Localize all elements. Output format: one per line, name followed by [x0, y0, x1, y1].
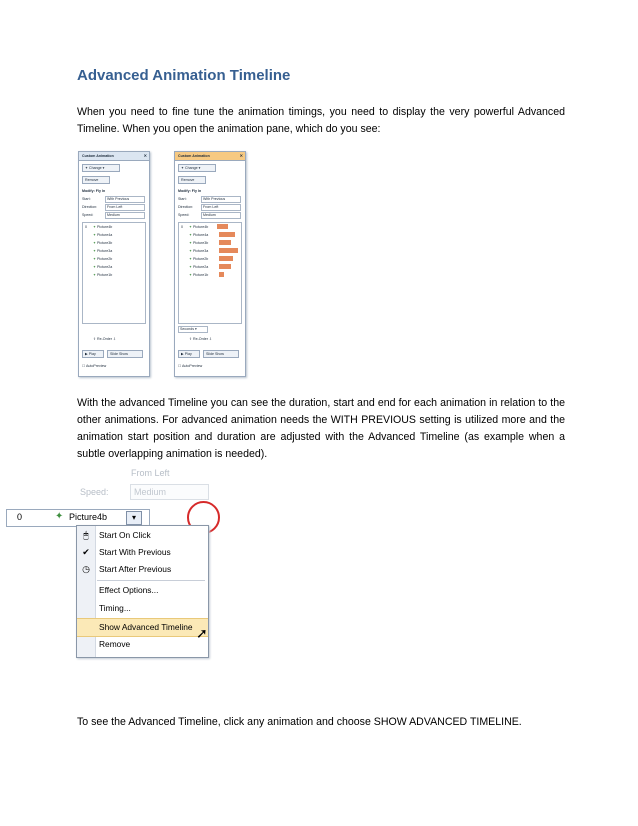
- instruction-paragraph: To see the Advanced Timeline, click any animation and choose SHOW ADVANCED TIMELINE.: [77, 716, 522, 728]
- faded-direction-value: From Left: [131, 468, 170, 478]
- star-effect-icon: ✦: [189, 233, 193, 237]
- list-item[interactable]: [189, 264, 208, 270]
- timeline-bar[interactable]: [217, 224, 228, 229]
- start-label: Start:: [178, 197, 187, 201]
- speed-value: Medium: [203, 213, 216, 217]
- start-select[interactable]: [105, 196, 145, 203]
- list-item-label: Picture3b: [193, 241, 209, 245]
- change-button[interactable]: ✦ Change ▾: [178, 164, 216, 172]
- remove-label: Remove: [85, 178, 99, 182]
- list-item-label: Picture4b: [97, 225, 113, 229]
- list-item-label: Picture2b: [97, 257, 113, 261]
- change-label: Change: [89, 166, 102, 170]
- autopreview-label: AutoPreview: [182, 364, 203, 368]
- modify-label: Modify: Fly In: [82, 189, 106, 193]
- timeline-bar[interactable]: [219, 264, 231, 269]
- play-icon: ▶: [181, 352, 184, 356]
- list-item-label: Picture3a: [97, 249, 113, 253]
- pane-title: Custom Animation: [82, 154, 114, 158]
- explanation-paragraph: With the advanced Timeline you can see the duration, start and end for each animation in relation to the other animations. For advanced animation needs the WITH PREVIOUS setting is utilized more and the animation start position and duration are adjusted with the Advanced Timeline (as example when a subtle overlapping animation is needed).: [77, 397, 565, 460]
- speed-select[interactable]: [201, 212, 241, 219]
- play-button[interactable]: [178, 350, 200, 358]
- list-item[interactable]: [189, 248, 208, 254]
- direction-select[interactable]: [201, 204, 241, 211]
- star-effect-icon: ✦: [85, 166, 89, 170]
- page-title: Advanced Animation Timeline: [77, 67, 291, 84]
- clock-icon: ◷: [82, 564, 90, 574]
- play-label: Play: [184, 352, 192, 356]
- dropdown-arrow-icon[interactable]: ▾: [126, 511, 142, 525]
- animation-context-menu: [76, 525, 209, 658]
- star-effect-icon: ✦: [55, 511, 64, 522]
- menu-item-start-on-click[interactable]: Start On Click: [99, 530, 151, 540]
- start-value: With Previous: [203, 197, 226, 201]
- list-item[interactable]: [93, 224, 112, 230]
- row-item-label: Picture4b: [69, 512, 108, 522]
- play-label: Play: [88, 352, 96, 356]
- start-label: Start:: [82, 197, 91, 201]
- list-item[interactable]: [93, 272, 112, 278]
- remove-button[interactable]: [178, 176, 206, 184]
- menu-item-show-advanced-timeline[interactable]: Show Advanced Timeline: [77, 618, 208, 637]
- speed-select[interactable]: [105, 212, 145, 219]
- remove-button[interactable]: [82, 176, 110, 184]
- star-effect-icon: ✦: [189, 257, 193, 261]
- menu-item-remove[interactable]: Remove: [99, 639, 131, 649]
- star-effect-icon: ✦: [93, 241, 97, 245]
- star-effect-icon: ✦: [93, 249, 97, 253]
- list-index: 0: [85, 225, 87, 229]
- star-effect-icon: ✦: [189, 241, 193, 245]
- list-item-label: Picture4a: [193, 233, 209, 237]
- list-item[interactable]: [189, 232, 208, 238]
- list-index: 0: [181, 225, 183, 229]
- direction-label: Direction:: [178, 205, 194, 209]
- timeline-bar[interactable]: [219, 232, 235, 237]
- timeline-bar[interactable]: [219, 272, 224, 277]
- star-effect-icon: ✦: [93, 225, 97, 229]
- star-effect-icon: ✦: [93, 257, 97, 261]
- menu-item-start-with-previous[interactable]: Start With Previous: [99, 547, 171, 557]
- list-item-label: Picture2a: [193, 265, 209, 269]
- list-item[interactable]: [189, 272, 208, 278]
- star-effect-icon: ✦: [189, 273, 193, 277]
- modify-label: Modify: Fly In: [178, 189, 202, 193]
- menu-separator: [97, 580, 205, 581]
- list-item[interactable]: [189, 240, 208, 246]
- start-select[interactable]: [201, 196, 241, 203]
- direction-select[interactable]: [105, 204, 145, 211]
- list-item[interactable]: [93, 256, 112, 262]
- list-item-label: Picture1b: [97, 273, 113, 277]
- star-effect-icon: ✦: [189, 265, 193, 269]
- autopreview-label: AutoPreview: [86, 364, 107, 368]
- faded-speed-select: [130, 484, 209, 500]
- star-effect-icon: ✦: [93, 265, 97, 269]
- seconds-label: Seconds: [180, 327, 194, 331]
- checkmark-icon: ✔: [82, 547, 90, 557]
- list-item-label: Picture4a: [97, 233, 113, 237]
- row-index: 0: [17, 512, 23, 522]
- list-item-label: Picture2b: [193, 257, 209, 261]
- cursor-arrow-icon: ➚: [196, 625, 208, 641]
- slideshow-label: Slide Show: [110, 352, 128, 356]
- list-item[interactable]: [93, 240, 112, 246]
- autopreview-checkbox[interactable]: ☐ AutoPreview: [82, 364, 107, 368]
- menu-item-timing[interactable]: Timing...: [99, 603, 131, 613]
- star-effect-icon: ✦: [93, 273, 97, 277]
- animation-list[interactable]: [82, 222, 146, 324]
- star-effect-icon: ✦: [93, 233, 97, 237]
- direction-value: From Left: [107, 205, 123, 209]
- star-effect-icon: ✦: [181, 166, 185, 170]
- change-label: Change: [185, 166, 198, 170]
- star-effect-icon: ✦: [189, 225, 193, 229]
- list-item[interactable]: [93, 264, 112, 270]
- faded-speed-label: Speed:: [80, 487, 109, 497]
- animation-pane-timeline: [174, 151, 246, 377]
- list-item[interactable]: [189, 256, 208, 262]
- pane-title: Custom Animation: [178, 154, 210, 158]
- timeline-bar[interactable]: [219, 248, 238, 253]
- speed-label: Speed:: [82, 213, 94, 217]
- animation-pane-basic: [78, 151, 150, 377]
- close-icon[interactable]: ✕: [143, 153, 147, 158]
- list-item[interactable]: [93, 232, 112, 238]
- reorder-label: Re-Order: [97, 337, 112, 341]
- list-item-label: Picture3a: [193, 249, 209, 253]
- speed-value: Medium: [107, 213, 120, 217]
- reorder-label: Re-Order: [193, 337, 208, 341]
- autopreview-checkbox[interactable]: ☐ AutoPreview: [178, 364, 203, 368]
- close-icon[interactable]: ✕: [239, 153, 243, 158]
- direction-value: From Left: [203, 205, 219, 209]
- animation-list[interactable]: [178, 222, 242, 324]
- play-button[interactable]: [82, 350, 104, 358]
- play-icon: ▶: [85, 352, 88, 356]
- list-item-label: Picture2a: [97, 265, 113, 269]
- timeline-bar[interactable]: [219, 256, 233, 261]
- menu-item-effect-options[interactable]: Effect Options...: [99, 585, 159, 595]
- list-item-label: Picture3b: [97, 241, 113, 245]
- star-effect-icon: ✦: [189, 249, 193, 253]
- menu-item-start-after-previous[interactable]: Start After Previous: [99, 564, 172, 574]
- reorder-control[interactable]: ⇧ Re-Order ⇩: [189, 337, 213, 341]
- intro-paragraph: When you need to fine tune the animation timings, you need to display the very powerful Advanced Timeline. When you open the animation pane, which do you see:: [77, 106, 565, 135]
- pane-title-bar: [175, 152, 245, 161]
- faded-speed-value: Medium: [134, 487, 167, 497]
- change-button[interactable]: ✦ Change ▾: [82, 164, 120, 172]
- remove-label: Remove: [181, 178, 195, 182]
- list-item-label: Picture4b: [193, 225, 209, 229]
- list-item-label: Picture1b: [193, 273, 209, 277]
- slideshow-label: Slide Show: [206, 352, 224, 356]
- mouse-click-icon: 🖱: [83, 530, 89, 540]
- seconds-select[interactable]: Seconds ▾: [178, 326, 208, 333]
- speed-label: Speed:: [178, 213, 190, 217]
- pane-title-bar: [79, 152, 149, 161]
- slideshow-button[interactable]: [107, 350, 143, 358]
- reorder-control[interactable]: ⇧ Re-Order ⇩: [93, 337, 117, 341]
- list-item[interactable]: [189, 224, 208, 230]
- list-item[interactable]: [93, 248, 112, 254]
- start-value: With Previous: [107, 197, 130, 201]
- direction-label: Direction:: [82, 205, 98, 209]
- timeline-bar[interactable]: [219, 240, 231, 245]
- slideshow-button[interactable]: [203, 350, 239, 358]
